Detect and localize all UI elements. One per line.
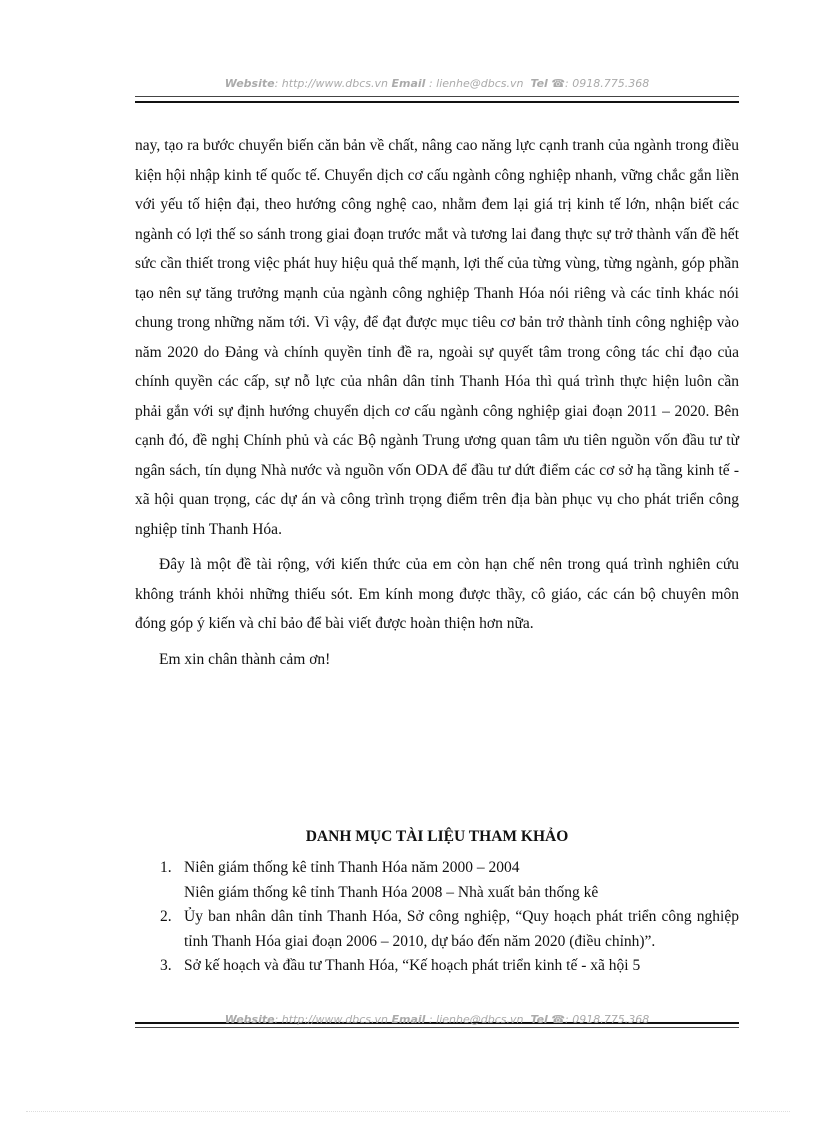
reference-number: 2. xyxy=(160,908,172,925)
tel-label: Tel xyxy=(530,77,548,90)
paragraph-1: nay, tạo ra bước chuyển biến căn bản về chất, nâng cao năng lực cạnh tranh của ngành trong điều kiện hội nhập kinh tế quốc tế. Chuyển dịch cơ cấu ngành công nghiệp nhanh, vững chắc gắn liền với yếu tố hiện đại, theo hướng công nghệ cao, nhằm đem lại giá trị kinh tế lớn, nhận biết các ngành có lợi thế so sánh trong giai đoạn trước mắt và tương lai đang thực sự trở thành vấn đề hết sức cần thiết trong việc phát huy hiệu quả thế mạnh, lợi thế của từng vùng, từng ngành, góp phần tạo nên sự tăng trưởng mạnh của ngành công nghiệp Thanh Hóa nói riêng và các tỉnh khác nói chung trong những năm tới. Vì vậy, để đạt được mục tiêu cơ bản trở thành tỉnh công nghiệp vào năm 2020 do Đảng và chính quyền tỉnh đề ra, ngoài sự quyết tâm trong công tác chỉ đạo của chính quyền các cấp, sự nỗ lực của nhân dân tỉnh Thanh Hóa thì quá trình thực hiện luôn cần phải gắn với sự định hướng chuyển dịch cơ cấu ngành công nghiệp giai đoạn 2011 – 2020. Bên cạnh đó, đề nghị Chính phủ và các Bộ ngành Trung ương quan tâm ưu tiên nguồn vốn đầu tư từ ngân sách, tín dụng Nhà nước và nguồn vốn ODA để đầu tư dứt điểm các cơ sở hạ tầng kinh tế - xã hội quan trọng, các dự án và công trình trọng điểm trên địa bàn phục vụ cho phát triển công nghiệp tỉnh Thanh Hóa. xyxy=(135,137,739,538)
footer-rule-thin xyxy=(135,1027,739,1028)
reference-number: 1. xyxy=(160,859,172,876)
reference-number: 3. xyxy=(160,957,172,974)
reference-text: Sở kế hoạch và đầu tư Thanh Hóa, “Kế hoạch phát triển kinh tế - xã hội 5 xyxy=(184,957,641,974)
references-list xyxy=(160,856,739,979)
paragraph-2: Đây là một đề tài rộng, với kiến thức của em còn hạn chế nên trong quá trình nghiên cứu không tránh khỏi những thiếu sót. Em kính mong được thầy, cô giáo, các cán bộ chuyên môn đóng góp ý kiến và chỉ bảo để bài viết được hoàn thiện hơn nữa. xyxy=(135,556,739,632)
reference-text-line2: Niên giám thống kê tỉnh Thanh Hóa 2008 – Nhà xuất bản thống kê xyxy=(184,883,599,901)
phone-icon: ☎ xyxy=(551,77,566,90)
tel-label: Tel xyxy=(530,1013,548,1026)
references-title: DANH MỤC TÀI LIỆU THAM KHẢO xyxy=(305,828,569,845)
email-value: : lienhe@dbcs.vn xyxy=(425,1013,524,1026)
page-header xyxy=(135,77,739,90)
reference-item xyxy=(160,856,739,905)
header-rule-thick xyxy=(135,101,739,103)
website-value: : http://www.dbcs.vn xyxy=(274,1013,389,1026)
reference-text: Niên giám thống kê tỉnh Thanh Hóa năm 2000 – 2004 xyxy=(184,859,520,876)
website-value: : http://www.dbcs.vn xyxy=(274,77,389,90)
phone-icon: ☎ xyxy=(551,1013,566,1026)
reference-item xyxy=(160,905,739,954)
email-label: Email xyxy=(391,77,426,90)
page-footer xyxy=(135,1013,739,1026)
email-label: Email xyxy=(391,1013,426,1026)
email-value: : lienhe@dbcs.vn xyxy=(425,77,524,90)
tel-value: : 0918.775.368 xyxy=(565,1013,650,1026)
paragraph-3: Em xin chân thành cảm ơn! xyxy=(159,650,331,668)
body-text xyxy=(135,131,739,674)
page-bottom-dotted-line xyxy=(26,1111,790,1112)
tel-value: : 0918.775.368 xyxy=(565,77,650,90)
website-label: Website xyxy=(224,77,275,90)
reference-item xyxy=(160,954,739,979)
reference-text: Ủy ban nhân dân tỉnh Thanh Hóa, Sở công nghiệp, “Quy hoạch phát triển công nghiệp tỉnh Thanh Hóa giai đoạn 2006 – 2010, dự báo đến năm 2020 (điều chỉnh)”. xyxy=(184,908,739,950)
website-label: Website xyxy=(224,1013,275,1026)
header-rule-thin xyxy=(135,96,739,97)
